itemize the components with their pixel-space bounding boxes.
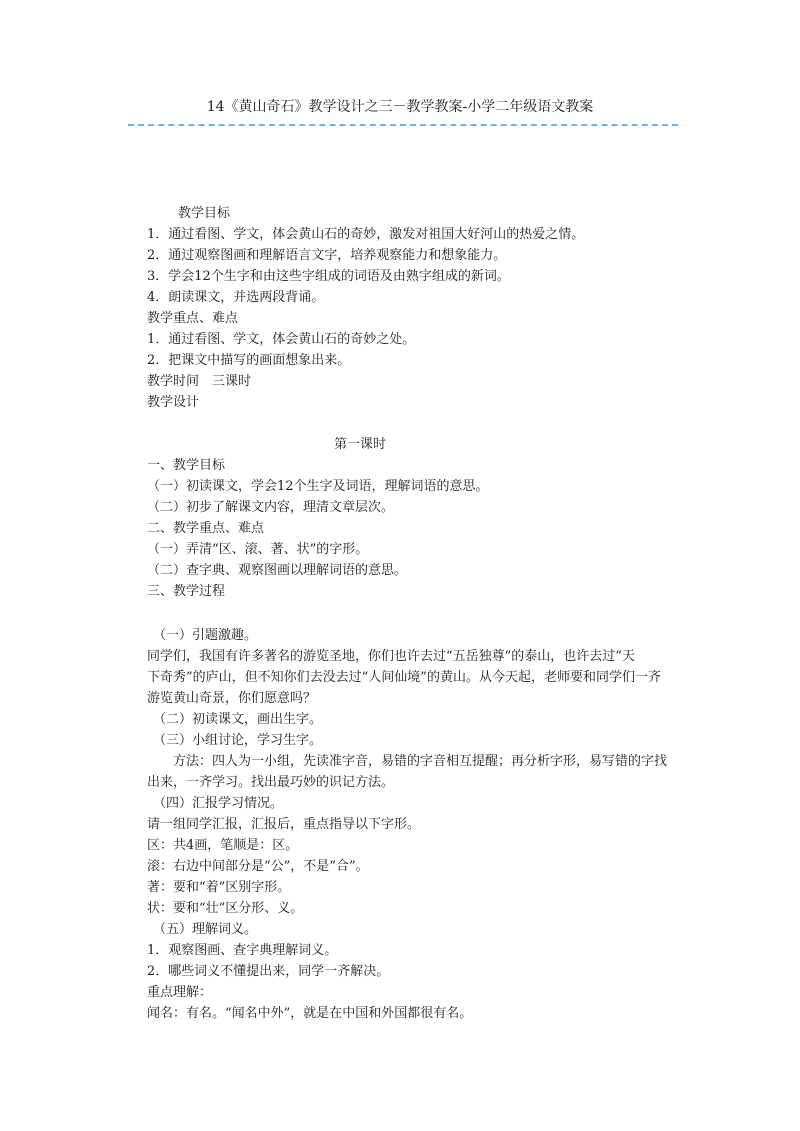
paragraph-line: （二）初读课文，画出生字。 (153, 712, 323, 727)
paragraph-line: （二）查字典、观察图画以理解词语的意思。 (147, 563, 408, 578)
paragraph-line: 3．学会12个生字和由这些字组成的词语及由熟字组成的新词。 (147, 269, 510, 284)
paragraph-line: 2．哪些词义不懂提出来，同学一齐解决。 (147, 964, 390, 979)
paragraph-line: （四）汇报学习情况。 (153, 796, 284, 811)
paragraph-line: 1．通过看图、学文，体会黄山石的奇妙之处。 (147, 332, 416, 347)
paragraph-line: （三）小组讨论，学习生字。 (153, 733, 323, 748)
paragraph-line: （一）弄清“区、滚、著、状”的字形。 (147, 542, 369, 557)
paragraph-line: 状：要和“壮”区分形、义。 (147, 901, 304, 916)
section-heading: 教学重点、难点 (147, 311, 239, 326)
paragraph-line: 2．通过观察图画和理解语言文字，培养观察能力和想象能力。 (147, 248, 507, 263)
paragraph-line: 著：要和“着”区别字形。 (147, 880, 291, 895)
paragraph-line: （二）初步了解课文内容，理清文章层次。 (147, 500, 395, 515)
paragraph-line: 同学们，我国有许多著名的游览圣地，你们也许去过“五岳独尊”的泰山，也许去过“天 (147, 649, 635, 664)
paragraph-line: （一）初读课文，学会12个生字及词语，理解词语的意思。 (147, 479, 489, 494)
paragraph-line: 区：共4画，笔顺是：区。 (147, 838, 299, 853)
paragraph-line: 游览黄山奇景，你们愿意吗？ (147, 691, 317, 706)
section-heading: 教学目标 (178, 206, 231, 221)
paragraph-line: 4．朗读课文，并选两段背诵。 (147, 290, 325, 305)
paragraph-line: 1．通过看图、学文，体会黄山石的奇妙，激发对祖国大好河山的热爱之情。 (147, 227, 585, 242)
title-divider (128, 124, 678, 126)
paragraph-line: 下奇秀”的庐山，但不知你们去没去过“人间仙境”的黄山。从今天起，老师要和同学们一齐 (147, 670, 661, 685)
paragraph-line: 闻名：有名。“闻名中外”，就是在中国和外国都很有名。 (147, 1006, 473, 1021)
section-heading: 一、教学目标 (147, 458, 226, 473)
section-heading: 教学设计 (147, 395, 200, 410)
paragraph-line: 重点理解： (147, 985, 213, 1000)
paragraph-line: 2．把课文中描写的画面想象出来。 (147, 353, 351, 368)
paragraph-line: 出来，一齐学习。找出最巧妙的识记方法。 (147, 775, 395, 790)
section-heading: 二、教学重点、难点 (147, 521, 265, 536)
paragraph-line: 1．观察图画、查字典理解词义。 (147, 943, 338, 958)
lesson-heading: 第一课时 (334, 437, 387, 452)
paragraph-line: 方法：四人为一小组，先读准字音，易错的字音相互提醒；再分析字形，易写错的字找 (173, 754, 668, 769)
section-heading: 教学时间 三课时 (147, 374, 252, 389)
document-title: 14《黄山奇石》教学设计之三－教学教案-小学二年级语文教案 (206, 99, 594, 115)
paragraph-line: （一）引题激趣。 (153, 628, 258, 643)
section-heading: 三、教学过程 (147, 584, 226, 599)
paragraph-line: （五）理解词义。 (153, 922, 258, 937)
paragraph-line: 滚：右边中间部分是“公”，不是“合”。 (147, 859, 369, 874)
paragraph-line: 请一组同学汇报，汇报后，重点指导以下字形。 (147, 817, 421, 832)
